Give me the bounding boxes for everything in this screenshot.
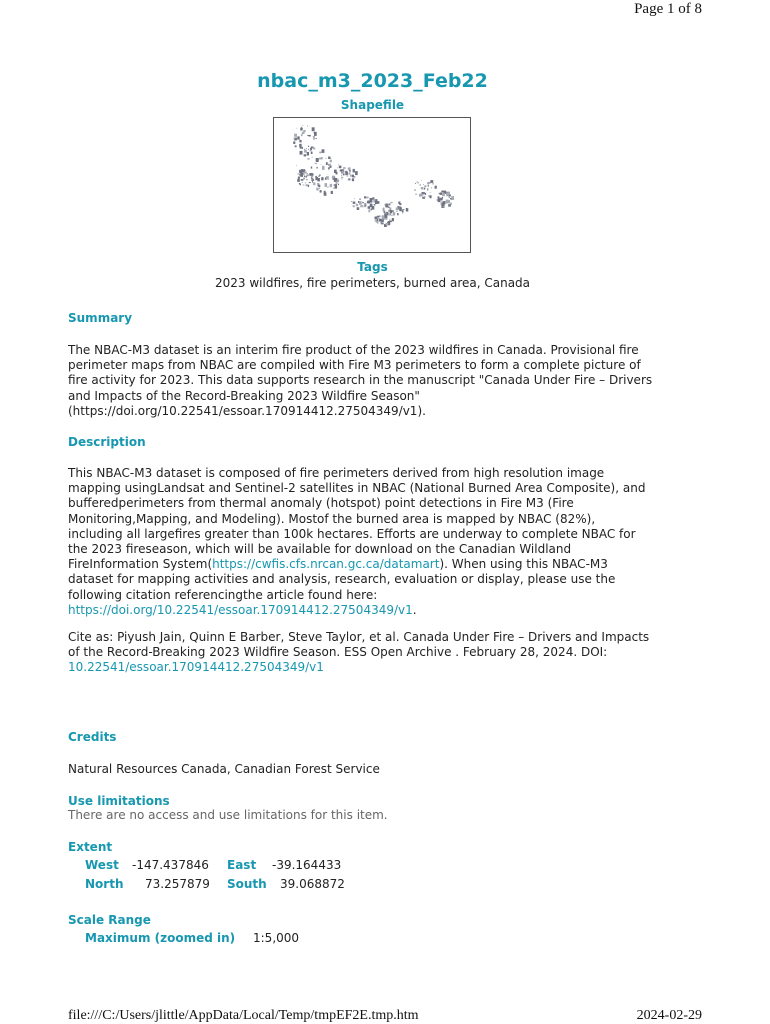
burn-patch <box>428 186 429 187</box>
burn-patch <box>311 167 312 169</box>
burn-patch <box>314 132 317 136</box>
burn-patch <box>449 197 450 198</box>
burn-patch <box>321 178 323 180</box>
burn-patch <box>328 167 330 169</box>
description-heading: Description <box>68 435 146 449</box>
burn-patch <box>341 175 342 176</box>
burn-patch <box>352 178 354 181</box>
burn-patch <box>294 134 297 137</box>
burn-patch <box>321 193 322 194</box>
burn-patch <box>388 214 391 216</box>
burn-patch <box>443 201 446 204</box>
burn-patch <box>427 188 429 190</box>
burn-patch <box>328 164 331 166</box>
burn-patch <box>306 179 308 180</box>
burn-patch <box>340 170 342 172</box>
burn-patch <box>312 181 313 183</box>
burn-patch <box>438 196 440 198</box>
burn-patch <box>377 219 378 221</box>
burn-patch <box>375 217 378 220</box>
extent-south-value: 39.068872 <box>280 877 345 891</box>
burn-patch <box>388 213 389 214</box>
burn-patch <box>313 147 316 149</box>
burn-patch <box>306 148 307 149</box>
burn-patch <box>353 169 355 173</box>
thumbnail-map <box>273 117 471 253</box>
burn-patch <box>306 184 308 186</box>
burn-patch <box>301 179 304 181</box>
burn-patch <box>311 173 313 175</box>
burn-patch <box>315 176 317 177</box>
burn-patch <box>312 127 315 131</box>
burn-patch <box>324 191 326 194</box>
burn-patch <box>414 189 415 191</box>
burn-patch <box>302 182 303 183</box>
burn-patch <box>420 184 421 185</box>
burn-patch <box>424 188 425 190</box>
burn-patch <box>316 158 319 161</box>
burn-patch <box>427 190 428 191</box>
burn-patch <box>366 197 369 199</box>
burn-patch <box>297 128 298 129</box>
burn-patch <box>311 176 313 178</box>
document-type: Shapefile <box>340 98 405 112</box>
burn-patch <box>353 202 356 204</box>
burn-patch <box>389 219 391 221</box>
burn-patch <box>309 182 311 183</box>
burn-patch <box>338 179 339 180</box>
burn-patch <box>379 219 382 222</box>
footer-file-path: file:///C:/Users/jlittle/AppData/Local/Temp/tmpEF2E.tmp.htm <box>68 1008 419 1023</box>
credits-heading: Credits <box>68 730 117 744</box>
burn-patch <box>421 187 424 189</box>
burn-patch <box>349 170 351 171</box>
extent-north-label: North <box>85 877 124 891</box>
burn-patch <box>436 199 437 200</box>
burn-patch <box>299 183 300 184</box>
burn-patch <box>313 136 315 138</box>
tags-heading: Tags <box>357 260 388 274</box>
burn-patch <box>348 168 351 171</box>
burn-patch <box>449 205 451 207</box>
burn-patch <box>375 204 376 205</box>
burn-patch <box>399 207 402 211</box>
burn-patch <box>302 147 303 149</box>
burn-patch <box>331 191 333 194</box>
burn-patch <box>373 199 374 200</box>
burn-patch <box>333 187 335 189</box>
scale-max-label: Maximum (zoomed in) <box>85 931 236 945</box>
burn-patch <box>321 164 322 165</box>
burn-patch <box>356 204 358 207</box>
burn-patch <box>381 223 383 225</box>
burn-patch <box>325 183 328 187</box>
burn-patch <box>359 201 362 205</box>
burn-patch <box>382 221 383 222</box>
burn-patch <box>300 173 303 177</box>
extent-south-label: South <box>227 877 267 891</box>
burn-patch <box>423 184 424 185</box>
burn-patch <box>419 194 422 197</box>
citation-doi-link[interactable]: 10.22541/essoar.170914412.27504349/v1 <box>68 660 324 675</box>
burn-patch <box>362 202 364 203</box>
burn-patch <box>438 193 439 194</box>
burn-patch <box>421 180 422 181</box>
burn-patch <box>319 188 320 189</box>
burn-patch <box>298 173 299 175</box>
citation-text <box>68 630 653 676</box>
scale-max-value: 1:5,000 <box>253 931 300 945</box>
burn-patch <box>300 151 303 155</box>
burn-patch <box>368 206 371 209</box>
burn-patch <box>343 174 345 176</box>
burn-patch <box>440 198 442 201</box>
burn-patch <box>315 163 317 164</box>
burn-patch <box>390 210 393 213</box>
burn-patch <box>345 171 348 175</box>
burn-patch <box>397 213 399 215</box>
burn-patch <box>364 196 366 198</box>
page-number: Page 1 of 8 <box>634 1 702 17</box>
burn-patch <box>297 136 299 139</box>
burn-patch <box>328 157 330 160</box>
burn-patch <box>322 166 325 170</box>
burn-patch <box>338 184 339 185</box>
burn-patch <box>294 138 296 140</box>
burn-patch <box>430 195 432 198</box>
burn-patch <box>442 193 445 196</box>
burn-patch <box>360 205 363 207</box>
burn-patch <box>388 204 390 206</box>
burn-patch <box>416 194 417 195</box>
burn-patch <box>338 164 339 165</box>
burn-patch <box>304 176 305 177</box>
burn-patch <box>354 176 356 178</box>
burn-patch <box>343 167 346 169</box>
burn-patch <box>303 170 304 172</box>
burn-patch <box>357 207 360 210</box>
burn-patch <box>406 208 407 209</box>
burn-patch <box>392 210 394 212</box>
burn-patch <box>382 216 384 219</box>
footer-date: 2024-02-29 <box>636 1008 702 1023</box>
burn-patch <box>424 196 426 197</box>
burn-patch <box>316 167 317 169</box>
burn-patch <box>428 195 430 196</box>
burn-patch <box>319 152 321 154</box>
burn-patch <box>350 175 352 177</box>
burn-patch <box>311 177 312 178</box>
burn-patch <box>375 201 377 204</box>
burn-patch <box>371 209 372 211</box>
summary-heading: Summary <box>68 311 133 325</box>
burn-patch <box>339 166 342 169</box>
burn-patch <box>341 177 343 179</box>
burn-patch <box>315 163 316 164</box>
burn-patch <box>332 176 334 179</box>
burn-patch <box>450 198 452 199</box>
scale-range-heading: Scale Range <box>68 913 151 927</box>
burn-patch <box>296 165 297 166</box>
burn-patch <box>308 158 310 160</box>
burn-patch <box>305 182 306 183</box>
burn-patch <box>351 201 352 202</box>
burn-patch <box>313 138 314 140</box>
description-part-1: This NBAC-M3 dataset is composed of fire perimeters derived from high resolution image mapping usingLandsat and Sentinel-2 satellites in NBAC (National Burned Area Composite), and bufferedperimeters from thermal anomaly (hotspot) point detections in Fire M3 (Fire Monitoring,Mapping, and Modeling). Mostof the burned area is mapped by NBAC (82%), including all largefires greater than 100k hectares. Efforts are underway to complete NBAC for the 2023 fireseason, which will be available for download on the Canadian Wildland FireInformation System( <box>68 466 646 572</box>
extent-north-value: 73.257879 <box>145 877 210 891</box>
burn-patch <box>368 209 370 212</box>
burn-patch <box>312 157 313 158</box>
burn-patch <box>295 145 297 147</box>
burn-patch <box>298 177 300 179</box>
burn-patch <box>326 162 328 165</box>
burn-patch <box>319 158 321 160</box>
burn-patch <box>349 178 351 180</box>
burn-patch <box>424 185 426 187</box>
burn-patch <box>385 206 386 207</box>
burn-patch <box>352 175 354 178</box>
burn-patch <box>316 188 318 191</box>
burn-patch <box>327 187 328 188</box>
burn-patch <box>335 184 338 187</box>
burn-patch <box>353 205 355 207</box>
burn-patch <box>303 185 305 186</box>
burn-patch <box>304 154 307 156</box>
burn-patch <box>306 174 309 176</box>
burn-patch <box>365 205 367 206</box>
burn-patch <box>337 167 338 168</box>
burn-patch <box>304 150 307 153</box>
burn-patch <box>310 150 312 151</box>
burn-patch <box>383 208 385 211</box>
burn-patch <box>371 204 373 206</box>
burn-patch <box>342 171 344 174</box>
burn-patch <box>300 128 302 131</box>
burn-patch <box>367 201 370 204</box>
burn-patch <box>441 191 442 192</box>
datamart-link[interactable]: https://cwfis.cfs.nrcan.gc.ca/datamart <box>212 557 440 572</box>
description-part-2: ). When using this NBAC-M3 dataset for mapping activities and analysis, research, evaluation or display, please use the following citation referencingthe article found here: <box>68 557 616 602</box>
burn-patch <box>307 125 308 126</box>
burn-patch <box>330 160 332 163</box>
use-limitations-heading: Use limitations <box>68 794 170 808</box>
extent-heading: Extent <box>68 840 113 854</box>
burn-patch <box>398 202 400 205</box>
burn-patch <box>402 212 403 213</box>
burn-patch <box>307 173 308 174</box>
burn-patch <box>392 218 394 221</box>
burn-patch <box>446 200 449 204</box>
burn-patch <box>390 202 392 203</box>
burn-patch <box>440 193 443 195</box>
burn-patch <box>428 182 431 184</box>
burn-patch <box>423 192 425 194</box>
use-limitations-text: There are no access and use limitations for this item. <box>68 808 388 822</box>
burn-patch <box>318 185 320 187</box>
description-text <box>68 466 653 618</box>
burn-patch <box>319 174 320 176</box>
burn-patch <box>377 222 378 224</box>
burn-patch <box>309 135 311 137</box>
burn-patch <box>433 183 434 184</box>
burn-patch <box>334 178 337 182</box>
burn-patch <box>415 183 416 184</box>
burn-patch <box>430 192 431 193</box>
burn-patch <box>303 178 304 180</box>
extent-west-value: -147.437846 <box>132 858 209 872</box>
burn-patch <box>307 152 309 156</box>
burn-patch <box>301 127 302 128</box>
burn-patch <box>446 193 449 197</box>
extent-east-label: East <box>227 858 257 872</box>
burn-patch <box>304 149 305 150</box>
burn-patch <box>293 141 295 144</box>
burn-patch <box>336 172 338 175</box>
burn-patch <box>349 172 351 174</box>
burn-patch <box>322 149 325 153</box>
extent-east-value: -39.164433 <box>272 858 342 872</box>
citation-body: Cite as: Piyush Jain, Quinn E Barber, Steve Taylor, et al. Canada Under Fire – Drivers and Impacts of the Record-Breaking 2023 Wildfire Season. ESS Open Archive . February 28, 2024. DOI: <box>68 630 650 660</box>
burn-patch <box>386 206 388 208</box>
burn-patch <box>417 181 418 182</box>
burn-patch <box>385 223 388 225</box>
burn-patch <box>328 186 329 187</box>
burn-patch <box>320 190 322 192</box>
burn-patch <box>331 158 332 159</box>
burn-patch <box>308 146 309 147</box>
burn-patch <box>310 148 312 150</box>
burn-patch <box>393 212 396 215</box>
document-title: nbac_m3_2023_Feb22 <box>257 70 488 92</box>
burn-patch <box>420 193 421 194</box>
burn-patch <box>403 209 404 210</box>
burn-patch <box>312 178 313 179</box>
description-part-3: . <box>412 602 417 617</box>
burn-patch <box>418 182 419 183</box>
burn-patch <box>348 180 349 181</box>
burn-patch <box>359 198 361 200</box>
burn-patch <box>354 198 355 199</box>
burn-patch <box>303 130 305 132</box>
burn-patch <box>297 179 299 182</box>
credits-text: Natural Resources Canada, Canadian Forest Service <box>68 762 380 776</box>
burn-patch <box>326 158 327 159</box>
extent-west-label: West <box>85 858 119 872</box>
burn-patch <box>305 170 306 171</box>
burn-patch <box>303 125 304 126</box>
burn-patch <box>388 210 390 212</box>
burn-patch <box>428 185 429 187</box>
burn-patch <box>316 138 317 139</box>
burn-patch <box>391 215 392 216</box>
burn-patch <box>311 152 313 154</box>
burn-patch <box>374 204 376 205</box>
burn-patch <box>326 176 329 179</box>
burn-patch <box>328 174 329 175</box>
burn-patch <box>347 176 349 177</box>
burn-patch <box>302 128 303 129</box>
burn-patch <box>313 182 315 185</box>
burn-patch <box>385 215 387 218</box>
burn-patch <box>299 140 301 143</box>
burn-patch <box>300 147 302 149</box>
burn-patch <box>308 185 309 187</box>
burn-patch <box>438 199 441 202</box>
fire-perimeter-map <box>274 118 470 252</box>
burn-patch <box>315 177 318 180</box>
summary-text: The NBAC-M3 dataset is an interim fire product of the 2023 wildfires in Canada. Provisional fire perimeter maps from NBAC are compiled with Fire M3 perimeters to form a complete picture of fire activity for 2023. This data supports research in the manuscript "Canada Under Fire – Drivers and Impacts of the Record-Breaking 2023 Wildfire Season" (https://doi.org/10.22541/essoar.170914412.27504349/v1). <box>68 343 653 418</box>
burn-patch <box>388 207 389 208</box>
burn-patch <box>335 170 336 171</box>
burn-patch <box>435 186 437 189</box>
burn-patch <box>384 205 385 206</box>
burn-patch <box>311 179 314 181</box>
burn-patch <box>451 196 454 200</box>
burn-patch <box>308 149 309 150</box>
burn-patch <box>430 180 433 183</box>
burn-patch <box>355 171 358 175</box>
doi-link[interactable]: https://doi.org/10.22541/essoar.170914412.27504349/v1 <box>68 602 413 617</box>
tags-value: 2023 wildfires, fire perimeters, burned area, Canada <box>214 276 531 290</box>
burn-patch <box>341 179 342 180</box>
burn-patch <box>330 184 332 187</box>
burn-patch <box>306 176 307 178</box>
burn-patch <box>396 208 399 211</box>
burn-patch <box>301 134 303 136</box>
burn-patch <box>396 211 397 212</box>
burn-patch <box>431 187 432 188</box>
